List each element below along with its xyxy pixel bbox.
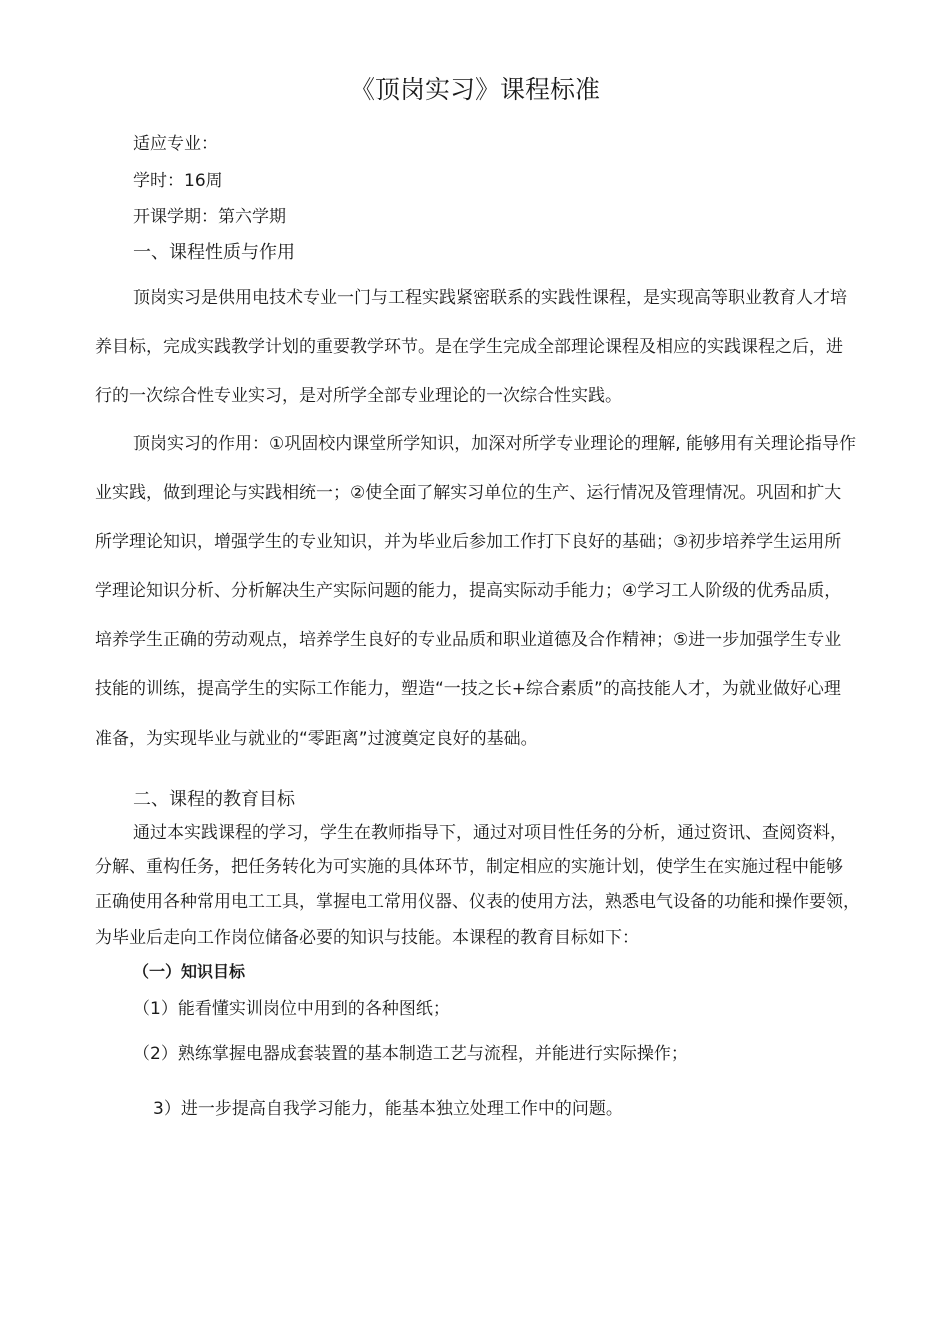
text-line: 养目标，完成实践教学计划的重要教学环节。是在学生完成全部理论课程及相应的实践课程之后，进: [95, 337, 843, 357]
text-line: 为毕业后走向工作岗位储备必要的知识与技能。本课程的教育目标如下：: [95, 928, 639, 948]
text-line: 通过本实践课程的学习，学生在教师指导下，通过对项目性任务的分析，通过资讯、查阅资料，: [133, 823, 847, 843]
text-line: 技能的训练，提高学生的实际工作能力，塑造“一技之长+综合素质”的高技能人才，为就业做好心理: [95, 679, 841, 699]
knowledge-goal-heading: （一）知识目标: [133, 962, 246, 981]
text-line: 培养学生正确的劳动观点，培养学生良好的专业品质和职业道德及合作精神；⑤进一步加强学生专业: [95, 630, 842, 650]
info-hours: 学时：16周: [133, 171, 223, 191]
text-line: 学理论知识分析、分析解决生产实际问题的能力，提高实际动手能力；④学习工人阶级的优秀品质，: [95, 581, 842, 601]
document-title: 《顶岗实习》课程标准: [349, 75, 600, 104]
section2-heading: 二、课程的教育目标: [133, 789, 295, 810]
text-line: 分解、重构任务，把任务转化为可实施的具体环节，制定相应的实施计划，使学生在实施过程中能够: [95, 857, 843, 877]
text-line: 顶岗实习是供用电技术专业一门与工程实践紧密联系的实践性课程，是实现高等职业教育人才培: [133, 288, 847, 308]
goal-item: （1）能看懂实训岗位中用到的各种图纸；: [133, 999, 450, 1019]
info-major: 适应专业：: [133, 134, 218, 154]
goal-item: （2）熟练掌握电器成套装置的基本制造工艺与流程，并能进行实际操作；: [133, 1044, 688, 1064]
text-line: 正确使用各种常用电工工具，掌握电工常用仪器、仪表的使用方法，熟悉电气设备的功能和操作要领，: [95, 892, 860, 912]
text-line: 准备，为实现毕业与就业的“零距离”过渡奠定良好的基础。: [95, 729, 538, 749]
section1-heading: 一、课程性质与作用: [133, 242, 295, 263]
info-semester: 开课学期：第六学期: [133, 207, 286, 227]
text-line: 业实践，做到理论与实践相统一；②使全面了解实习单位的生产、运行情况及管理情况。巩固和扩大: [95, 483, 842, 503]
goal-item: 3）进一步提高自我学习能力，能基本独立处理工作中的问题。: [153, 1099, 623, 1119]
text-line: 顶岗实习的作用：①巩固校内课堂所学知识，加深对所学专业理论的理解, 能够用有关理论指导作: [133, 434, 857, 454]
text-line: 所学理论知识，增强学生的专业知识，并为毕业后参加工作打下良好的基础；③初步培养学生运用所: [95, 532, 842, 552]
text-line: 行的一次综合性专业实习，是对所学全部专业理论的一次综合性实践。: [95, 386, 622, 406]
